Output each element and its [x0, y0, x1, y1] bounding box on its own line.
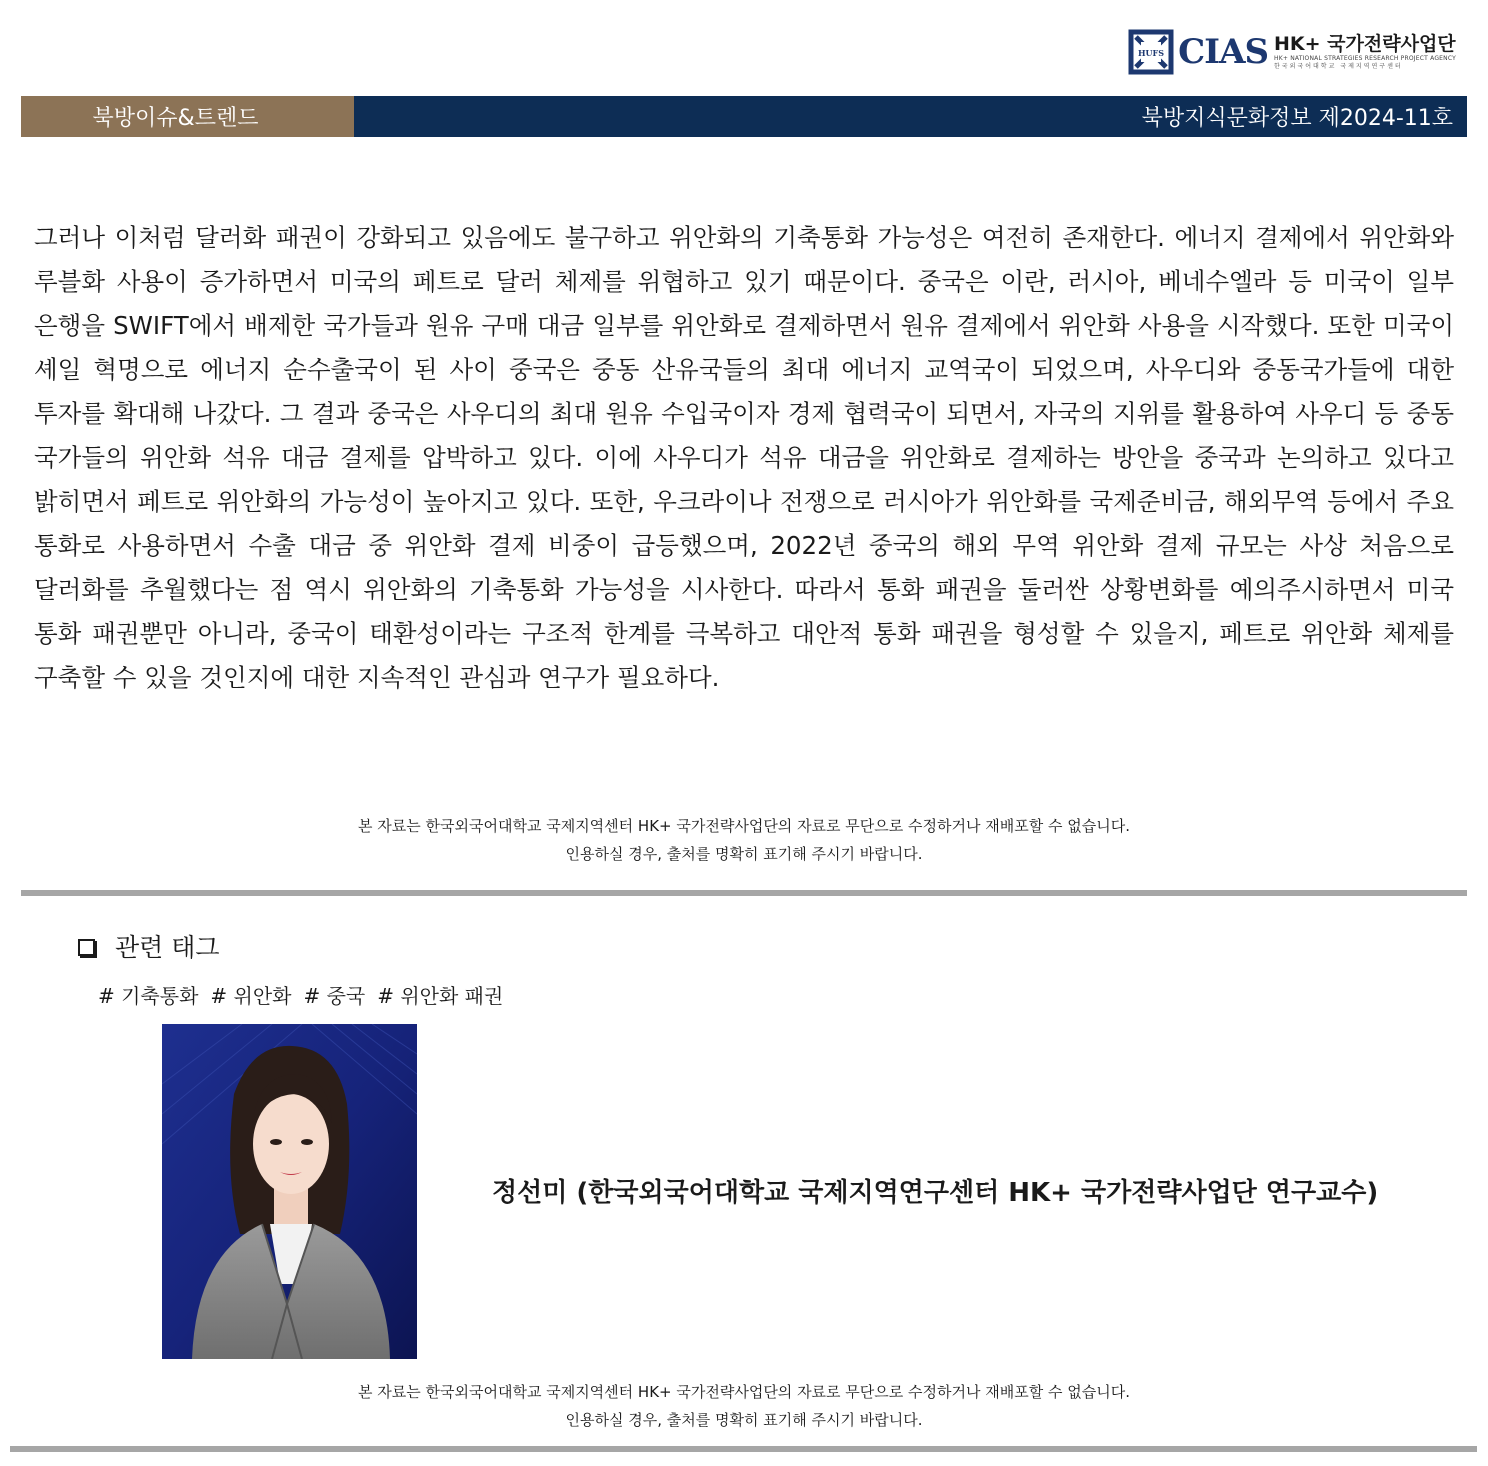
tags-heading-label: 관련 태그 — [115, 933, 220, 962]
footer-divider — [10, 1446, 1477, 1452]
tag-item[interactable]: # 위안화 — [210, 984, 292, 1008]
notice-line-1: 본 자료는 한국외국어대학교 국제지역센터 HK+ 국가전략사업단의 자료로 무단으로 수정하거나 재배포할 수 없습니다. — [358, 817, 1130, 835]
notice-line-1: 본 자료는 한국외국어대학교 국제지역센터 HK+ 국가전략사업단의 자료로 무단으로 수정하거나 재배포할 수 없습니다. — [358, 1383, 1130, 1401]
tags-heading — [78, 928, 220, 964]
logo-title: HK+ 국가전략사업단 — [1274, 32, 1456, 55]
author-caption: 정선미 (한국외국어대학교 국제지역연구센터 HK+ 국가전략사업단 연구교수) — [492, 1178, 1379, 1208]
emblem-text: HUFS — [1138, 48, 1165, 58]
logo-subtitle-en: HK+ NATIONAL STRATEGIES RESEARCH PROJECT AGENCY — [1274, 54, 1456, 62]
agency-logo — [1128, 28, 1456, 76]
logo-text-block — [1274, 34, 1456, 70]
hufs-emblem-icon — [1128, 29, 1174, 75]
logo-subtitle-ko: 한국외국어대학교 국제지역연구센터 — [1274, 63, 1403, 71]
checkbox-bullet-icon — [78, 939, 95, 956]
tag-item[interactable]: # 기축통화 — [98, 984, 199, 1008]
publication-number: 북방지식문화정보 제2024-11호 — [354, 96, 1467, 137]
copyright-notice-footer — [0, 1378, 1488, 1434]
tags-list — [98, 980, 503, 1009]
logo-brand: CIAS — [1178, 32, 1269, 72]
copyright-notice — [0, 812, 1488, 868]
author-portrait-illustration — [162, 1024, 417, 1359]
tag-item[interactable]: # 중국 — [303, 984, 366, 1008]
article-paragraph: 그러나 이처럼 달러화 패권이 강화되고 있음에도 불구하고 위안화의 기축통화 가능성은 여전히 존재한다. 에너지 결제에서 위안화와 루블화 사용이 증가하면서 미국의 페트로 달러 체제를 위협하고 있기 때문이다. 중국은 이란, 러시아, 베네수엘라 등 미국이 일부 은행을 SWIFT에서 배제한 국가들과 원유 구매 대금 일부를 위안화로 결제하면서 원유 결제에서 위안화 사용을 시작했다. 또한 미국이 셰일 혁명으로 에너지 순수출국이 된 사이 중국은 중동 산유국들의 최대 에너지 교역국이 되었으며, 사우디와 중동국가들에 대한 투자를 확대해 나갔다. 그 결과 중국은 사우디의 최대 원유 수입국이자 경제 협력국이 되면서, 자국의 지위를 활용하여 사우디 등 중동 국가들의 위안화 석유 대금 결제를 압박하고 있다. 이에 사우디가 석유 대금을 위안화로 결제하는 방안을 중국과 논의하고 있다고 밝히면서 페트로 위안화의 가능성이 높아지고 있다. 또한, 우크라이나 전쟁으로 러시아가 위안화를 국제준비금, 해외무역 등에서 주요 통화로 사용하면서 수출 대금 중 위안화 결제 비중이 급등했으며, 2022년 중국의 해외 무역 위안화 결제 규모는 사상 처음으로 달러화를 추월했다는 점 역시 위안화의 기축통화 가능성을 시사한다. 따라서 통화 패권을 둘러싼 상황변화를 예의주시하면서 미국 통화 패권뿐만 아니라, 중국이 태환성이라는 구조적 한계를 극복하고 대안적 통화 패권을 형성할 수 있을지, 페트로 위안화 체제를 구축할 수 있을 것인지에 대한 지속적인 관심과 연구가 필요하다. — [34, 223, 1454, 692]
category-label: 북방이슈&트렌드 — [21, 96, 354, 137]
tag-item[interactable]: # 위안화 패권 — [377, 984, 504, 1008]
divider — [21, 890, 1467, 896]
author-photo — [162, 1024, 417, 1359]
notice-line-2: 인용하실 경우, 출처를 명확히 표기해 주시기 바랍니다. — [565, 1411, 923, 1429]
header-band — [21, 96, 1467, 137]
notice-line-2: 인용하실 경우, 출처를 명확히 표기해 주시기 바랍니다. — [565, 845, 923, 863]
